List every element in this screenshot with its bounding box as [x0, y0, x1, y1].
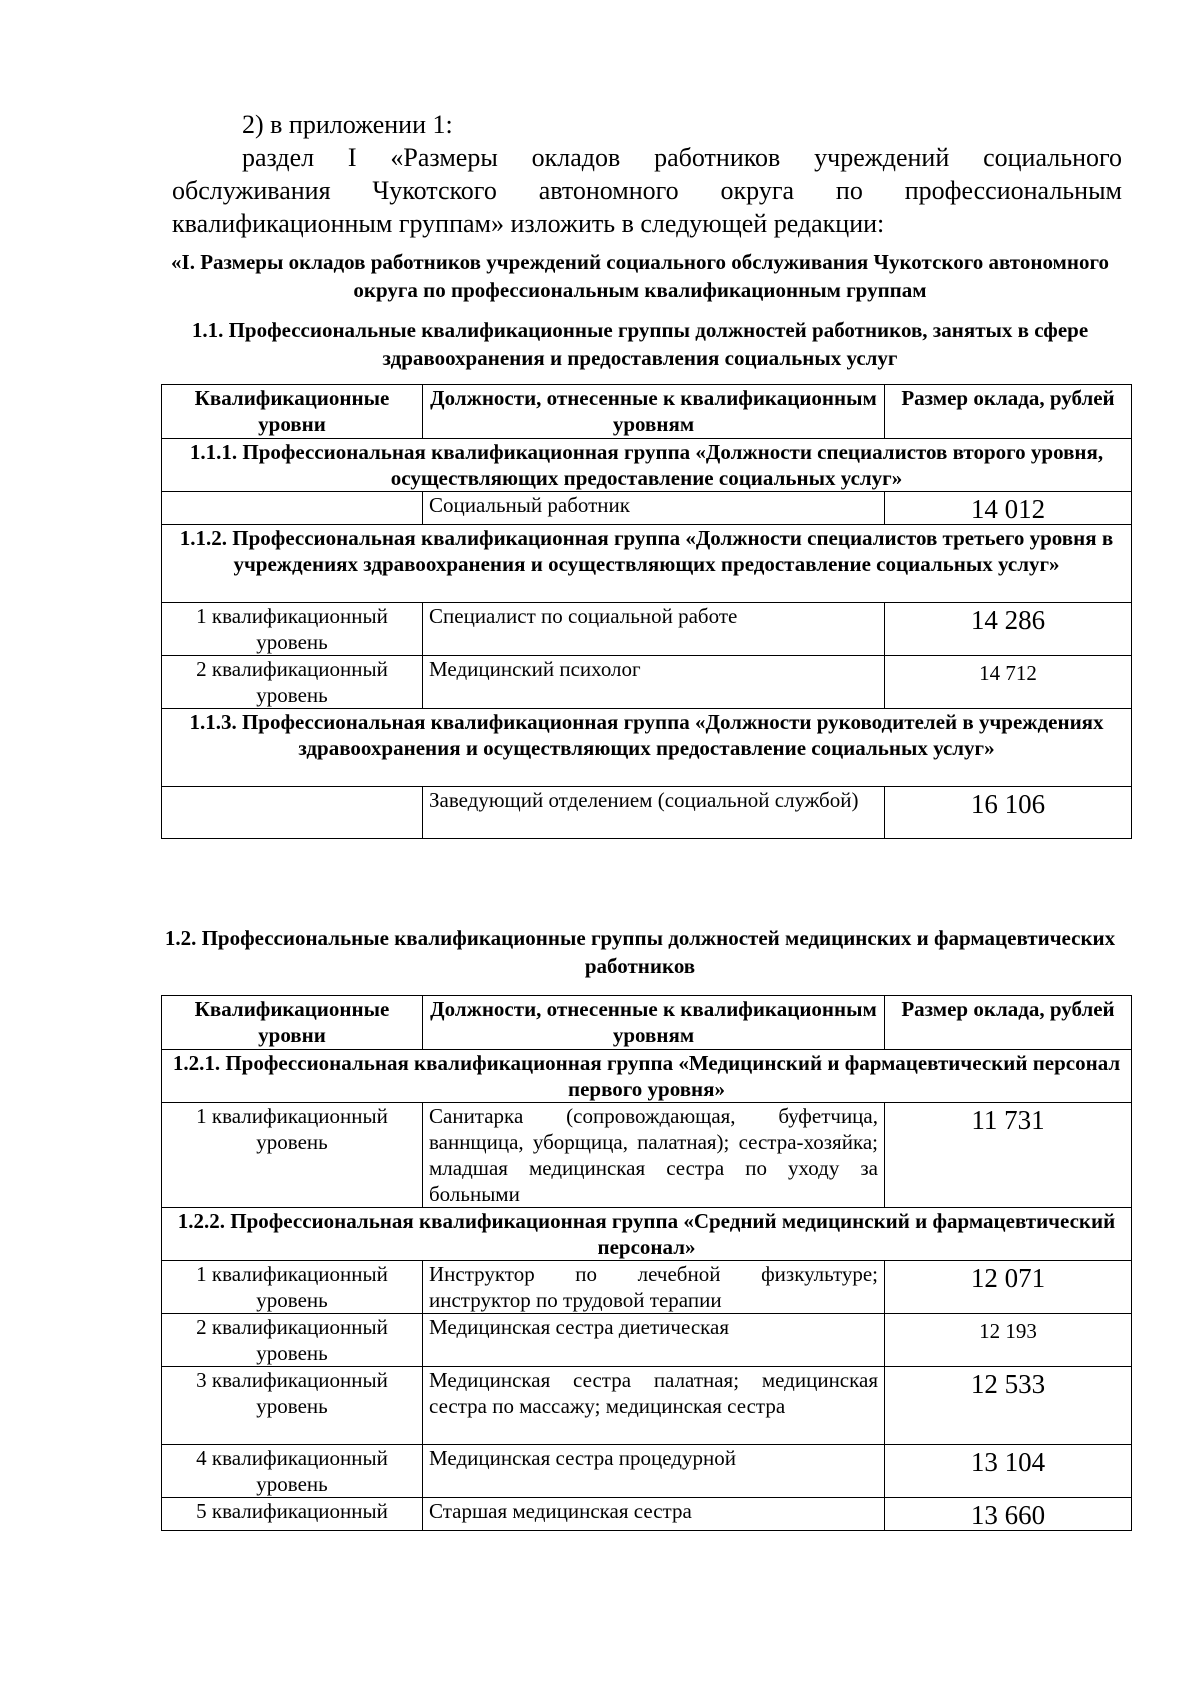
position-cell: Социальный работник [423, 492, 885, 525]
level-cell [162, 787, 423, 839]
position-cell: Санитарка (сопровождающая, буфетчица, ваннщица, уборщица, палатная); сестра-хозяйка; младшая медицинская сестра по уходу за больными [423, 1103, 885, 1208]
main-heading: «I. Размеры окладов работников учреждений социального обслуживания Чукотского автономного округа по профессиональным квалификационным группам [171, 250, 1109, 302]
level-cell [162, 492, 423, 525]
group-title: 1.2.2. Профессиональная квалификационная группа «Средний медицинский и фармацевтический персонал» [162, 1208, 1132, 1261]
header-salary: Размер оклада, рублей [885, 996, 1132, 1050]
table-row [162, 1103, 1132, 1208]
group-title: 1.1.2. Профессиональная квалификационная группа «Должности специалистов третьего уровня в учреждениях здравоохранения и осуществляющих предоставление социальных услуг» [162, 525, 1132, 603]
header-positions: Должности, отнесенные к квалификационным уровням [423, 996, 885, 1050]
intro-line-1: 2) в приложении 1: [242, 110, 453, 139]
table-row [162, 1367, 1132, 1445]
position-cell: Медицинская сестра процедурной [423, 1445, 885, 1498]
section-2-heading: 1.2. Профессиональные квалификационные группы должностей медицинских и фармацевтических работников [164, 926, 1116, 978]
group-row [162, 439, 1132, 492]
salary-cell: 11 731 [885, 1103, 1132, 1208]
section-1-heading: 1.1. Профессиональные квалификационные группы должностей работников, занятых в сфере здравоохранения и предоставления социальных услуг [191, 318, 1089, 370]
group-title: 1.2.1. Профессиональная квалификационная группа «Медицинский и фармацевтический персонал первого уровня» [162, 1050, 1132, 1103]
table-row [162, 1498, 1132, 1531]
level-cell: 5 квалификационный [162, 1498, 423, 1531]
table-row [162, 787, 1132, 839]
salary-table-1 [161, 384, 1132, 839]
group-row [162, 525, 1132, 603]
level-cell: 1 квалификационный уровень [162, 1261, 423, 1314]
header-positions: Должности, отнесенные к квалификационным уровням [423, 385, 885, 439]
salary-cell: 14 286 [885, 603, 1132, 656]
salary-cell: 13 104 [885, 1445, 1132, 1498]
table-row [162, 492, 1132, 525]
position-cell: Медицинская сестра диетическая [423, 1314, 885, 1367]
table-header-row [162, 385, 1132, 439]
group-title: 1.1.1. Профессиональная квалификационная группа «Должности специалистов второго уровня, осуществляющих предоставление социальных услуг» [162, 439, 1132, 492]
level-cell: 3 квалификационный уровень [162, 1367, 423, 1445]
table-row [162, 1314, 1132, 1367]
position-cell: Медицинская сестра палатная; медицинская сестра по массажу; медицинская сестра [423, 1367, 885, 1445]
group-title: 1.1.3. Профессиональная квалификационная группа «Должности руководителей в учреждениях здравоохранения и осуществляющих предоставление социальных услуг» [162, 709, 1132, 787]
table-row [162, 656, 1132, 709]
table-row [162, 1261, 1132, 1314]
position-cell: Заведующий отделением (социальной службой) [423, 787, 885, 839]
salary-cell: 14 712 [885, 656, 1132, 709]
salary-cell: 16 106 [885, 787, 1132, 839]
salary-cell: 12 533 [885, 1367, 1132, 1445]
table-header-row [162, 996, 1132, 1050]
intro-text [172, 108, 1122, 240]
position-cell: Медицинский психолог [423, 656, 885, 709]
group-row [162, 709, 1132, 787]
salary-cell: 13 660 [885, 1498, 1132, 1531]
level-cell: 2 квалификационный уровень [162, 1314, 423, 1367]
table-row [162, 1445, 1132, 1498]
intro-line-2: раздел I «Размеры окладов работников учреждений социального обслуживания Чукотского автономного округа по профессиональным квалификационным группам» изложить в следующей редакции: [172, 143, 1122, 238]
group-row [162, 1050, 1132, 1103]
salary-cell: 12 071 [885, 1261, 1132, 1314]
level-cell: 4 квалификационный уровень [162, 1445, 423, 1498]
header-salary: Размер оклада, рублей [885, 385, 1132, 439]
position-cell: Специалист по социальной работе [423, 603, 885, 656]
header-levels: Квалификационные уровни [162, 996, 423, 1050]
salary-table-2 [161, 995, 1132, 1531]
level-cell: 2 квалификационный уровень [162, 656, 423, 709]
position-cell: Инструктор по лечебной физкультуре; инструктор по трудовой терапии [423, 1261, 885, 1314]
salary-cell: 14 012 [885, 492, 1132, 525]
table-row [162, 603, 1132, 656]
level-cell: 1 квалификационный уровень [162, 603, 423, 656]
position-cell: Старшая медицинская сестра [423, 1498, 885, 1531]
group-row [162, 1208, 1132, 1261]
level-cell: 1 квалификационный уровень [162, 1103, 423, 1208]
salary-cell: 12 193 [885, 1314, 1132, 1367]
header-levels: Квалификационные уровни [162, 385, 423, 439]
